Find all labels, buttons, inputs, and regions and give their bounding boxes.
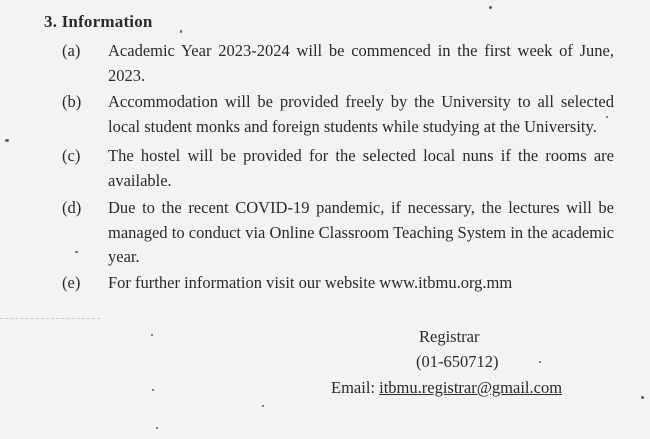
signature-email [331, 377, 562, 399]
scan-artifact-line [0, 318, 100, 319]
list-item-text: For further information visit our website www.itbmu.org.mm [108, 273, 513, 292]
scan-speck [489, 6, 492, 9]
scan-speck [539, 361, 541, 363]
list-marker: (e) [62, 273, 81, 292]
scan-speck [75, 251, 78, 253]
scan-speck [152, 389, 154, 391]
list-item-text: Due to the recent COVID-19 pandemic, if necessary, the lectures will be managed to conduct via Online Classroom Teaching System in the academic year. [108, 198, 614, 266]
list-item-text: The hostel will be provided for the selected local nuns if the rooms are available. [108, 146, 614, 190]
scan-speck [262, 405, 264, 407]
list-marker: (c) [62, 146, 81, 165]
list-item-text: Accommodation will be provided freely by the University to all selected local student monks and foreign students while studying at the University. [108, 92, 614, 136]
signature-title: Registrar [419, 327, 480, 346]
list-item-text: Academic Year 2023-2024 will be commenced in the first week of June, 2023. [108, 41, 614, 85]
scan-speck [641, 396, 644, 399]
scan-speck [156, 427, 158, 429]
section-heading: 3. Information [44, 12, 153, 31]
signature-phone: (01-650712) [416, 352, 499, 371]
list-marker: (d) [62, 198, 82, 217]
scan-speck [180, 30, 182, 33]
email-link[interactable]: itbmu.registrar@gmail.com [379, 378, 563, 397]
scan-speck [606, 116, 608, 118]
list-marker: (a) [62, 41, 81, 60]
email-label: Email: [331, 378, 380, 397]
scan-speck [151, 334, 153, 336]
list-marker: (b) [62, 92, 82, 111]
scan-speck [5, 139, 9, 142]
